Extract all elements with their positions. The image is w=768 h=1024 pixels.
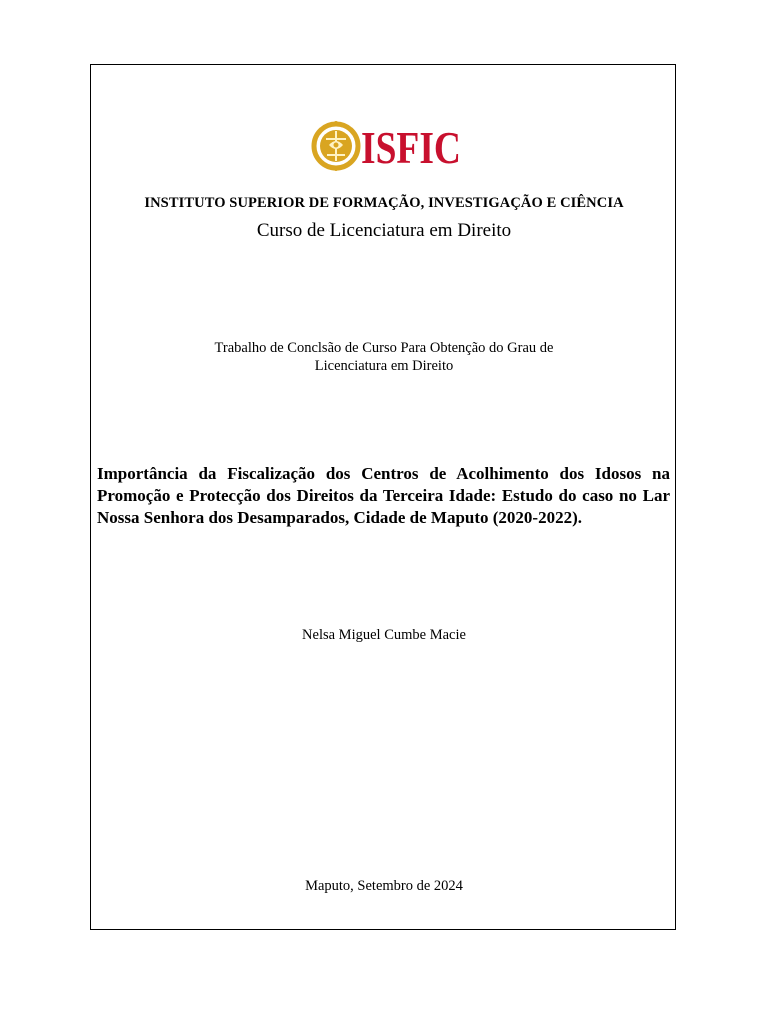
thesis-purpose-line-2: Licenciatura em Direito bbox=[314, 358, 454, 374]
thesis-purpose bbox=[191, 339, 577, 375]
isfic-logo bbox=[313, 111, 463, 181]
place-and-date: Maputo, Setembro de 2024 bbox=[305, 878, 463, 894]
author-name: Nelsa Miguel Cumbe Macie bbox=[302, 627, 466, 643]
course-name: Curso de Licenciatura em Direito bbox=[256, 220, 512, 241]
isfic-emblem-icon bbox=[313, 111, 463, 181]
thesis-purpose-line-1: Trabalho de Conclsão de Curso Para Obtenção do Grau de bbox=[214, 340, 554, 356]
cover-page-frame bbox=[90, 64, 676, 930]
thesis-title: Importância da Fiscalização dos Centros de Acolhimento dos Idosos na Promoção e Protecção dos Direitos da Terceira Idade: Estudo do caso no Lar Nossa Senhora dos Desamparados, Cidade de Maputo (2020-2022). bbox=[97, 464, 670, 527]
logo-text: ISFIC bbox=[361, 122, 461, 173]
institution-name: INSTITUTO SUPERIOR DE FORMAÇÃO, INVESTIGAÇÃO E CIÊNCIA bbox=[144, 195, 624, 211]
